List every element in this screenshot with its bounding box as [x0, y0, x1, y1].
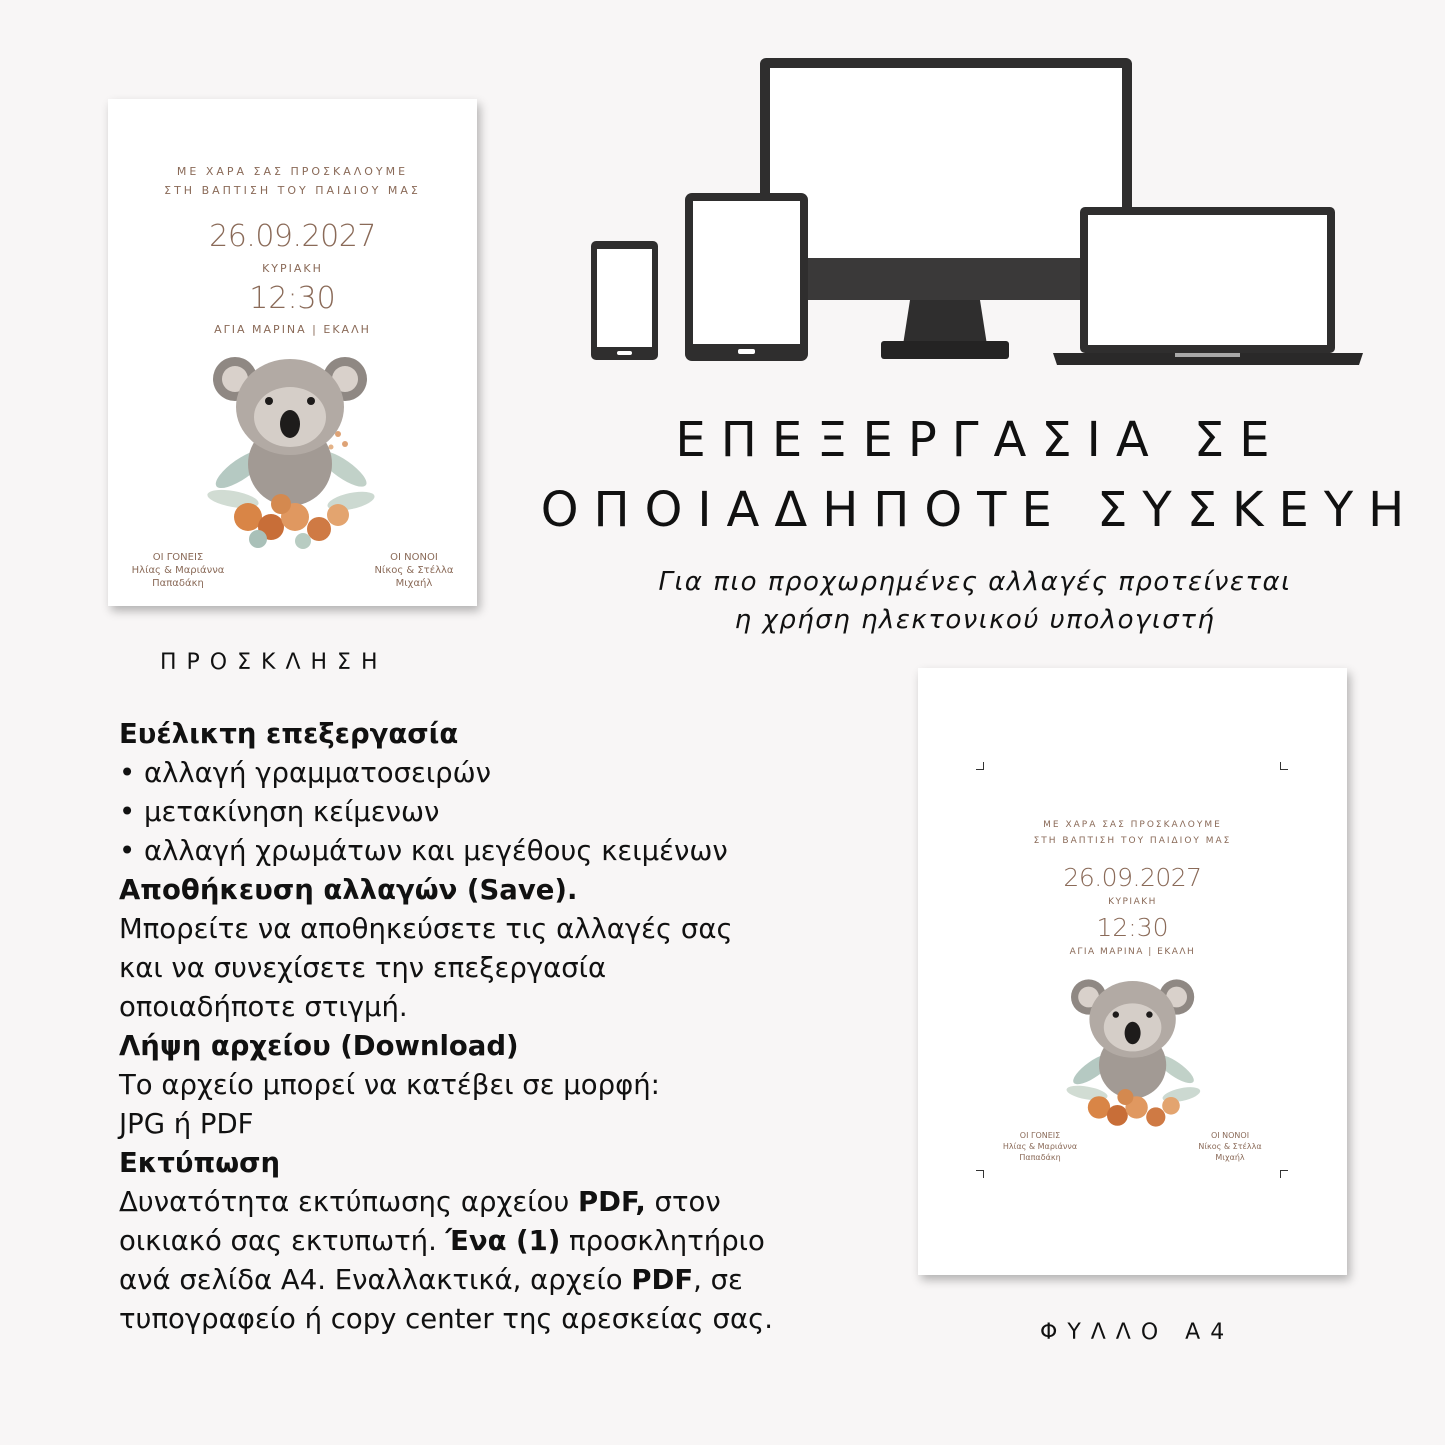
bullet-move-text: • μετακίνηση κείμενων — [119, 796, 440, 828]
a4-parents-surname: Παπαδάκη — [1019, 1153, 1061, 1162]
a4-intro-line1: ΜΕ ΧΑΡΑ ΣΑΣ ΠΡΟΣΚΑΛΟΥΜΕ — [1043, 820, 1222, 830]
crop-mark-bottom-right — [1280, 1170, 1288, 1178]
save-line1: Μπορείτε να αποθηκεύσετε τις αλλαγές σας — [119, 913, 733, 945]
print-line1-pdf: PDF, — [578, 1186, 646, 1218]
subtitle-line2: η χρήση ηλεκτονικού υπολογιστή — [734, 605, 1216, 635]
godparents-block — [364, 551, 464, 590]
invitation-time: 12:30 — [249, 281, 336, 316]
invitation-label: ΠΡΟΣΚΛΗΣΗ — [160, 650, 388, 675]
koala-illustration — [203, 349, 378, 549]
a4-location: ΑΓΙΑ ΜΑΡΙΝΑ | ΕΚΑΛΗ — [1069, 947, 1196, 957]
godparents-names: Νίκος & Στέλλα — [374, 565, 454, 576]
a4-day: ΚΥΡΙΑΚΗ — [1108, 897, 1157, 907]
a4-godparents-title: ΟΙ ΝΟΝΟΙ — [1210, 1131, 1250, 1140]
feature-description — [119, 715, 839, 1339]
a4-sheet-label: ΦΥΛΛΟ Α4 — [1040, 1320, 1235, 1345]
print-line2-end: προσκλητήριο — [560, 1225, 765, 1257]
invitation-intro-line2: ΣΤΗ ΒΑΠΤΙΣΗ ΤΟΥ ΠΑΙΔΙΟΥ ΜΑΣ — [164, 184, 421, 197]
print-title: Εκτύπωση — [119, 1147, 281, 1179]
flexible-editing-title: Ευέλικτη επεξεργασία — [119, 718, 459, 750]
a4-godparents-surname: Μιχαήλ — [1215, 1153, 1245, 1162]
a4-date: 26.09.2027 — [1063, 863, 1202, 892]
invitation-intro-line1: ΜΕ ΧΑΡΑ ΣΑΣ ΠΡΟΣΚΑΛΟΥΜΕ — [176, 165, 409, 178]
bullet-colors-sizes: • αλλαγή χρωμάτων και μεγέθους κειμένων — [119, 835, 728, 867]
godparents-title: ΟΙ ΝΟΝΟΙ — [390, 552, 438, 563]
smartphone-icon — [591, 241, 658, 360]
print-line1 — [119, 1183, 839, 1222]
print-line1-end: στον — [645, 1186, 721, 1218]
print-line3-end: , σε — [693, 1264, 743, 1296]
a4-intro-line2: ΣΤΗ ΒΑΠΤΙΣΗ ΤΟΥ ΠΑΙΔΙΟΥ ΜΑΣ — [1033, 836, 1232, 846]
print-line2-text: οικιακό σας εκτυπωτή. — [119, 1225, 446, 1257]
desktop-monitor-icon — [760, 58, 1132, 359]
crop-mark-top-left — [976, 762, 984, 770]
a4-parents-names: Ηλίας & Μαριάννα — [1002, 1142, 1078, 1151]
print-line2-one: Ένα (1) — [445, 1225, 561, 1257]
a4-parents-title: ΟΙ ΓΟΝΕΙΣ — [1019, 1131, 1061, 1140]
download-title: Λήψη αρχείου (Download) — [119, 1030, 519, 1062]
a4-time: 12:30 — [1096, 913, 1169, 942]
devices-illustration — [585, 55, 1370, 370]
print-line3-text: ανά σελίδα Α4. Εναλλακτικά, αρχείο — [119, 1264, 632, 1296]
invitation-day: ΚΥΡΙΑΚΗ — [262, 262, 323, 275]
parents-block — [128, 551, 228, 590]
laptop-icon — [1053, 207, 1363, 365]
bullet-fonts: • αλλαγή γραμματοσειρών — [119, 757, 492, 789]
parents-names: Ηλίας & Μαριάννα — [131, 565, 225, 576]
parents-surname: Παπαδάκη — [152, 578, 204, 589]
invitation-card — [108, 99, 477, 606]
a4-godparents-block — [1180, 1130, 1280, 1163]
save-line2: και να συνεχίσετε την επεξεργασία — [119, 952, 607, 984]
print-line2 — [119, 1222, 839, 1261]
headline-line2: ΟΠΟΙΑΔΗΠΟΤΕ ΣΥΣΚΕΥΗ — [540, 482, 1420, 538]
subtitle-line1: Για πιο προχωρημένες αλλαγές προτείνεται — [658, 567, 1292, 597]
download-line2: JPG ή PDF — [119, 1108, 254, 1140]
parents-title: ΟΙ ΓΟΝΕΙΣ — [152, 552, 204, 563]
crop-mark-bottom-left — [976, 1170, 984, 1178]
print-line4: τυπογραφείο ή copy center της αρεσκείας σας. — [119, 1303, 773, 1335]
a4-koala-illustration — [1063, 973, 1203, 1133]
save-title: Αποθήκευση αλλαγών (Save). — [119, 874, 578, 906]
a4-sheet-preview — [918, 668, 1347, 1275]
print-line3 — [119, 1261, 839, 1300]
tablet-icon — [685, 193, 808, 361]
crop-mark-top-right — [1280, 762, 1288, 770]
a4-godparents-names: Νίκος & Στέλλα — [1198, 1142, 1262, 1151]
a4-parents-block — [990, 1130, 1090, 1163]
print-line3-pdf: PDF — [631, 1264, 694, 1296]
invitation-date: 26.09.2027 — [209, 219, 376, 254]
save-line3: οποιαδήποτε στιγμή. — [119, 991, 408, 1023]
download-line1: Το αρχείο μπορεί να κατέβει σε μορφή: — [119, 1069, 660, 1101]
headline-line1: ΕΠΕΞΕΡΓΑΣΙΑ ΣΕ — [675, 412, 1285, 468]
godparents-surname: Μιχαήλ — [395, 578, 433, 589]
print-line1-text: Δυνατότητα εκτύπωσης αρχείου — [119, 1186, 578, 1218]
invitation-location: ΑΓΙΑ ΜΑΡΙΝΑ | ΕΚΑΛΗ — [214, 323, 371, 336]
